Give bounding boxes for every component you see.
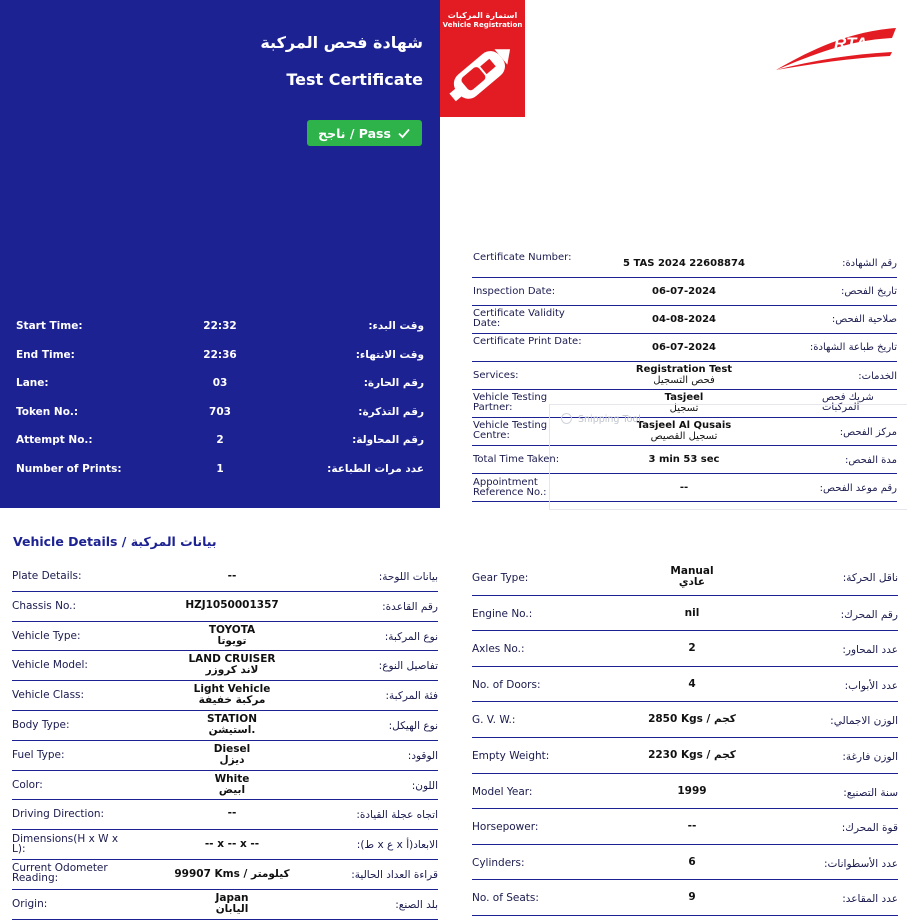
table-row <box>8 455 432 484</box>
registration-pen-icon <box>442 38 522 112</box>
value-primary: 6 <box>688 855 696 868</box>
table-row <box>12 800 438 830</box>
table-row <box>472 702 898 738</box>
row-value <box>147 839 317 850</box>
row-label: Cylinders: <box>472 856 525 869</box>
value-primary: White <box>214 772 250 785</box>
table-row <box>8 312 432 341</box>
table-row <box>12 681 438 711</box>
row-label-arabic: عدد الأبواب: <box>844 679 898 692</box>
row-value <box>147 808 317 819</box>
row-value <box>607 892 777 903</box>
value-secondary: تويوتا <box>217 634 247 647</box>
row-label: No. of Seats: <box>472 892 539 905</box>
row-label-arabic: رقم القاعدة: <box>382 600 438 613</box>
table-row <box>472 306 897 334</box>
table-row <box>472 738 898 774</box>
row-label: Vehicle Class: <box>12 689 85 702</box>
snipping-tool-label: Snipping Tool <box>578 414 641 425</box>
table-row <box>472 560 898 596</box>
value-primary: 1999 <box>677 784 707 797</box>
value-primary: LAND CRUISER <box>188 653 276 666</box>
table-row <box>8 398 432 427</box>
row-label-arabic: الخدمات: <box>858 371 897 382</box>
row-label: Vehicle Testing Centre: <box>473 420 548 441</box>
row-label-arabic: عدد الأسطوانات: <box>824 857 898 870</box>
row-value <box>584 258 784 269</box>
row-value: 03 <box>212 377 228 390</box>
table-row <box>472 250 897 278</box>
row-value <box>147 744 317 766</box>
row-value <box>607 566 777 588</box>
row-label: Driving Direction: <box>12 808 105 821</box>
row-label-arabic: رقم المحاولة: <box>352 434 424 447</box>
row-label: Horsepower: <box>472 821 539 834</box>
row-value <box>147 571 317 582</box>
value-primary: 99907 Kms / كيلومتر <box>174 867 290 880</box>
table-row <box>8 341 432 370</box>
row-value: 22:36 <box>203 348 237 361</box>
badge-arabic-label: استمارة المركبات <box>447 11 518 20</box>
row-label-arabic: عدد المحاور: <box>842 644 898 657</box>
table-row <box>472 278 897 306</box>
row-value: 22:32 <box>203 320 237 332</box>
status-label: ناجح / Pass <box>318 125 391 141</box>
value-primary: 2230 Kgs / كجم <box>648 748 736 761</box>
row-label: Vehicle Model: <box>12 659 88 672</box>
row-label: Origin: <box>12 897 48 910</box>
row-value <box>147 774 317 796</box>
value-primary: -- <box>687 820 697 833</box>
value-primary: 06-07-2024 <box>652 342 716 353</box>
row-label: Lane: <box>16 377 49 390</box>
table-row <box>12 830 438 860</box>
table-row <box>12 741 438 771</box>
row-label: Inspection Date: <box>473 286 556 297</box>
value-secondary: تسجيل القصيص <box>650 431 718 442</box>
value-primary: -- x -- x -- <box>204 838 260 851</box>
value-primary: 2 <box>688 642 696 655</box>
row-label-arabic: فئة المركبة: <box>385 690 438 703</box>
table-row <box>472 631 898 667</box>
row-value <box>147 869 317 880</box>
row-label: Attempt No.: <box>16 434 93 447</box>
row-label-arabic: رقم التذكرة: <box>358 405 424 418</box>
table-row <box>12 771 438 801</box>
value-primary: 4 <box>688 677 696 690</box>
table-row <box>8 369 432 398</box>
value-primary: Light Vehicle <box>193 683 271 696</box>
table-row <box>12 562 438 592</box>
row-value <box>584 364 784 386</box>
table-row <box>472 334 897 362</box>
row-value <box>147 893 317 915</box>
value-secondary: لاند كروزر <box>205 664 259 677</box>
row-value: 1 <box>216 462 224 475</box>
value-secondary: استيشن. <box>208 723 256 736</box>
row-value <box>584 342 784 353</box>
value-primary: Tasjeel <box>664 392 704 403</box>
row-label: Current Odometer Reading: <box>12 861 108 884</box>
row-value <box>584 314 784 325</box>
value-secondary: فحص التسجيل <box>653 375 715 386</box>
snipping-tool-icon <box>561 413 572 424</box>
row-label: Number of Prints: <box>16 462 122 475</box>
row-label: Appointment Reference No.: <box>473 477 547 498</box>
value-primary: -- <box>227 807 237 820</box>
table-row <box>472 667 898 703</box>
value-secondary: مركبة خفيفة <box>198 694 266 707</box>
row-value <box>607 608 777 619</box>
table-row <box>12 711 438 741</box>
row-label-arabic: عدد مرات الطباعة: <box>327 462 424 475</box>
row-label: Token No.: <box>16 405 79 418</box>
table-row <box>472 362 897 390</box>
row-label: Dimensions(H x W x L): <box>12 833 119 856</box>
row-label: Body Type: <box>12 718 70 731</box>
row-label-arabic: عدد المقاعد: <box>842 893 898 906</box>
vehicle-details-left-table <box>12 562 438 920</box>
value-primary: 06-07-2024 <box>652 286 716 297</box>
row-label-arabic: تاريخ طباعة الشهادة: <box>809 342 897 353</box>
row-label-arabic: اللون: <box>411 779 438 792</box>
row-value <box>147 654 317 676</box>
value-primary: 2850 Kgs / كجم <box>648 713 736 726</box>
value-primary: 04-08-2024 <box>652 314 716 325</box>
rta-logo-text: RTA <box>834 34 868 53</box>
value-secondary: ابيض <box>218 783 246 796</box>
test-times-table <box>8 312 432 484</box>
vehicle-details-title: Vehicle Details / بيانات المركبة <box>13 534 217 549</box>
row-label-arabic: نوع الهيكل: <box>388 719 438 732</box>
row-label: Services: <box>473 370 519 381</box>
value-primary: 9 <box>688 891 696 904</box>
row-label-arabic: الوزن فارغة: <box>842 750 898 763</box>
row-label-arabic: بيانات اللوحة: <box>378 571 438 583</box>
value-primary: HZJ1050001357 <box>185 598 279 611</box>
row-value <box>607 679 777 690</box>
table-row <box>12 860 438 890</box>
row-label: Certificate Number: <box>473 252 572 263</box>
row-label-arabic: قراءة العداد الحالية: <box>351 868 438 881</box>
table-row <box>12 890 438 920</box>
row-label: Certificate Validity Date: <box>473 308 565 329</box>
row-label-arabic: نوع المركبة: <box>384 630 438 643</box>
row-label: Certificate Print Date: <box>473 336 582 347</box>
vehicle-details-right-table <box>472 560 898 916</box>
row-label: G. V. W.: <box>472 714 516 727</box>
value-primary: Japan <box>215 891 249 904</box>
vehicle-registration-badge <box>440 0 525 117</box>
pass-status-badge <box>307 120 422 146</box>
row-value <box>147 714 317 736</box>
row-value <box>147 625 317 647</box>
row-label-arabic: رقم المحرك: <box>840 608 898 621</box>
row-label-arabic: الابعاد(أ x ع x ط): <box>356 839 438 852</box>
row-label: Start Time: <box>16 320 83 332</box>
row-label-arabic: تاريخ الفحص: <box>840 286 897 297</box>
row-label-arabic: صلاحية الفحص: <box>831 314 897 325</box>
row-value: 2 <box>216 434 224 447</box>
value-primary: Tasjeel Al Qusais <box>636 420 732 431</box>
value-primary: -- <box>679 482 689 493</box>
row-label-arabic: وقت الانتهاء: <box>355 348 424 361</box>
row-label-arabic: بلد الصنع: <box>395 898 438 911</box>
row-value <box>607 786 777 797</box>
value-primary: -- <box>227 570 237 582</box>
table-row <box>8 426 432 455</box>
row-value <box>607 714 777 725</box>
title-english: Test Certificate <box>286 70 423 89</box>
row-label: Engine No.: <box>472 607 533 620</box>
value-secondary: عادي <box>678 576 706 588</box>
row-label-arabic: شريك فحص المركبات <box>822 392 874 413</box>
row-label-arabic: سنة التصنيع: <box>843 786 898 799</box>
row-label: No. of Doors: <box>472 678 541 691</box>
row-label: Chassis No.: <box>12 599 77 612</box>
row-label: Color: <box>12 778 43 791</box>
row-label-arabic: تفاصيل النوع: <box>378 660 438 673</box>
row-label-arabic: مدة الفحص: <box>845 455 897 466</box>
row-label-arabic: الوزن الاجمالي: <box>830 715 898 728</box>
row-value <box>607 821 777 832</box>
row-value <box>584 286 784 297</box>
check-icon <box>397 126 411 140</box>
table-row <box>12 651 438 681</box>
row-label: Total Time Taken: <box>473 454 560 465</box>
row-label: Vehicle Testing Partner: <box>473 392 548 413</box>
value-secondary: اليابان <box>215 902 249 915</box>
row-label: Gear Type: <box>472 572 529 584</box>
value-primary: Diesel <box>213 742 251 755</box>
value-primary: TOYOTA <box>208 623 256 636</box>
table-row <box>12 592 438 622</box>
value-primary: Registration Test <box>635 364 733 375</box>
table-row <box>472 809 898 845</box>
row-label-arabic: اتجاه عجلة القيادة: <box>356 809 438 822</box>
row-label-arabic: قوة المحرك: <box>841 822 898 835</box>
title-arabic: شهادة فحص المركبة <box>260 33 423 52</box>
table-row <box>472 596 898 632</box>
badge-english-label: Vehicle Registration <box>442 21 523 29</box>
row-value <box>607 857 777 868</box>
value-secondary: ديزل <box>219 753 245 766</box>
row-value <box>147 684 317 706</box>
row-label-arabic: الوقود: <box>407 749 438 762</box>
row-label-arabic: وقت البدء: <box>368 320 424 332</box>
value-primary: STATION <box>206 712 257 725</box>
rta-logo <box>774 24 898 72</box>
row-label-arabic: ناقل الحركة: <box>842 572 898 584</box>
table-row <box>472 880 898 916</box>
row-label: Empty Weight: <box>472 749 550 762</box>
row-label-arabic: مركز الفحص: <box>839 427 897 438</box>
value-primary: 5 TAS 2024 22608874 <box>623 258 745 269</box>
table-row <box>472 845 898 881</box>
row-value <box>607 750 777 761</box>
row-label-arabic: رقم الحارة: <box>363 377 424 390</box>
value-secondary: تسجيل <box>669 403 699 414</box>
row-label: Plate Details: <box>12 570 82 582</box>
row-label-arabic: رقم موعد الفحص: <box>819 483 897 494</box>
row-value <box>147 600 317 611</box>
row-label: Vehicle Type: <box>12 629 81 642</box>
value-primary: Manual <box>670 565 714 577</box>
row-label: Fuel Type: <box>12 748 65 761</box>
value-primary: 3 min 53 sec <box>648 454 720 465</box>
row-label: End Time: <box>16 348 75 361</box>
table-row <box>12 622 438 652</box>
row-value <box>607 643 777 654</box>
row-label-arabic: رقم الشهادة: <box>842 258 897 269</box>
table-row <box>472 774 898 810</box>
row-label: Model Year: <box>472 785 533 798</box>
value-primary: nil <box>684 606 700 619</box>
row-label: Axles No.: <box>472 643 525 656</box>
row-value: 703 <box>209 405 231 418</box>
